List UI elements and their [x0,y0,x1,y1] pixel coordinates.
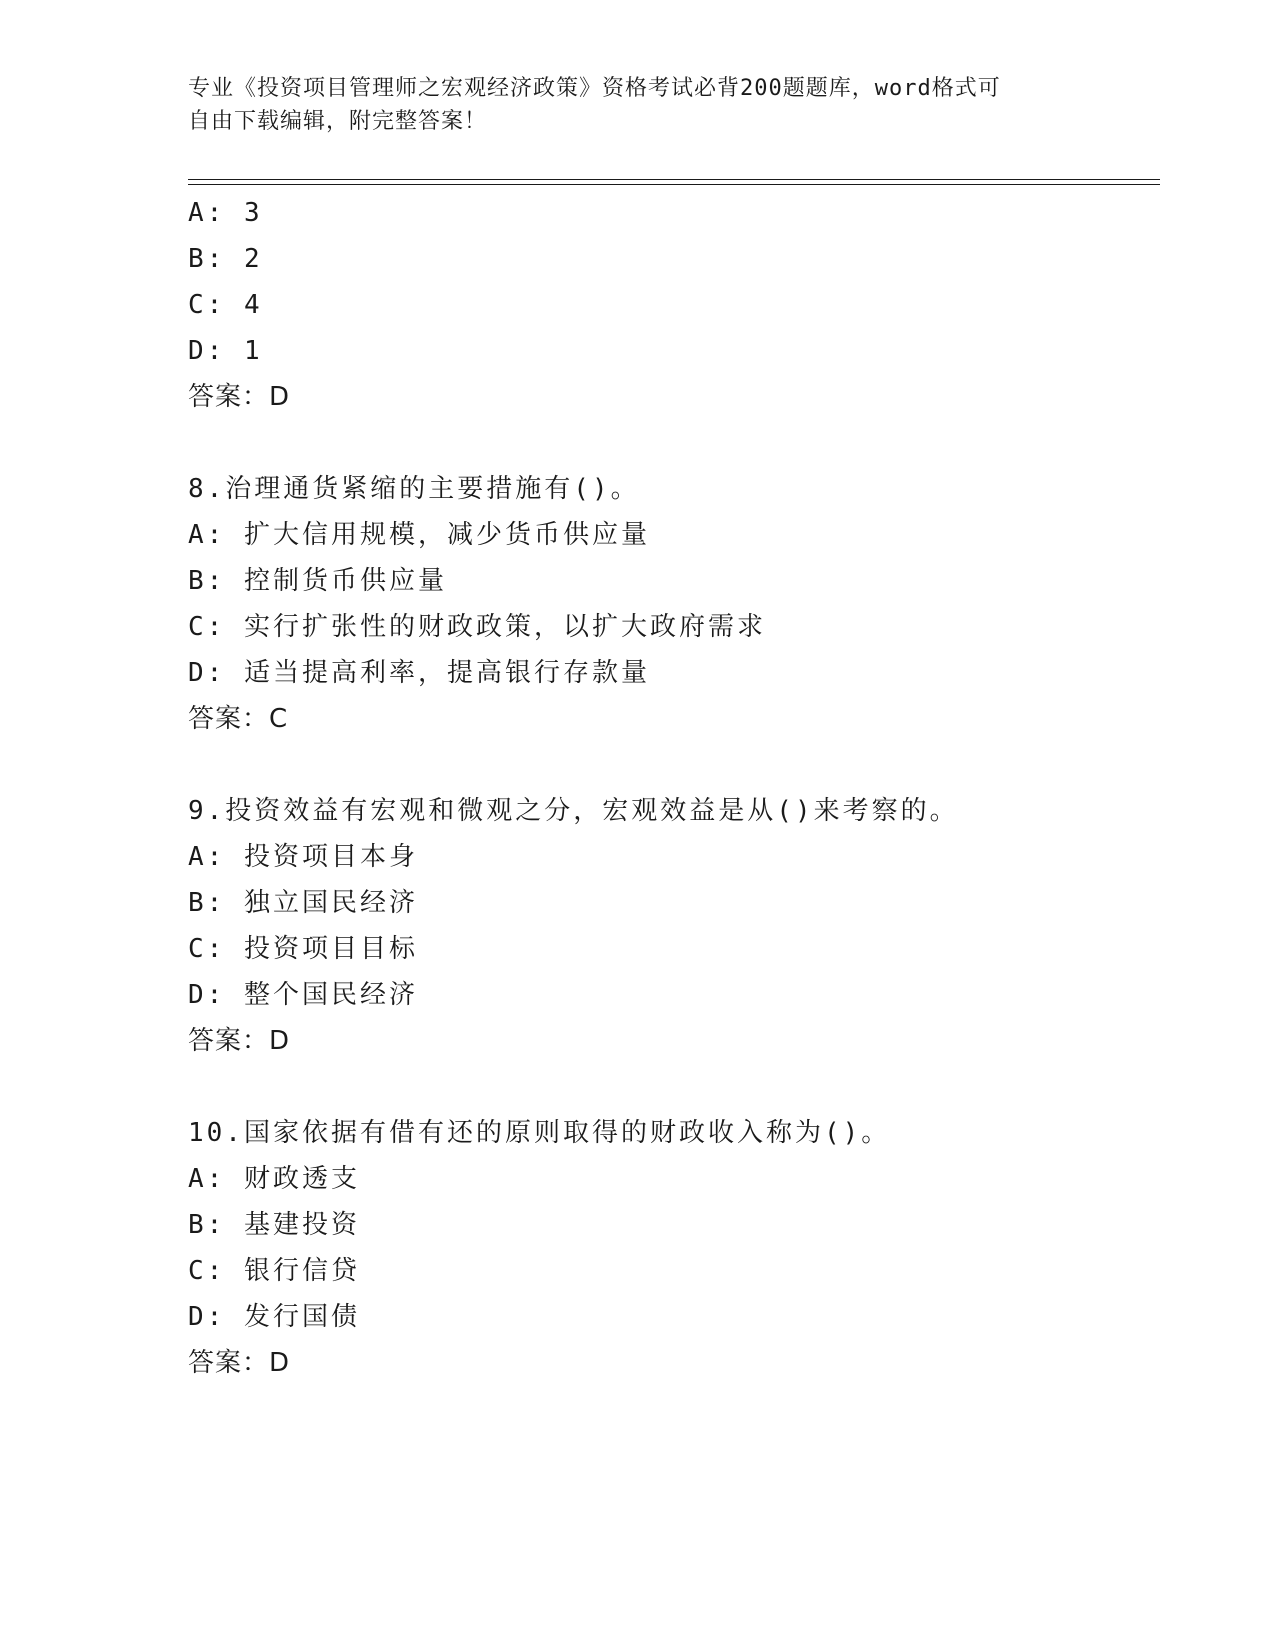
spacer [188,1064,1168,1110]
option-a: A: 扩大信用规模，减少货币供应量 [188,520,650,550]
question-content [188,190,1168,1386]
option-c: C: 4 [188,290,263,320]
option-d: D: 整个国民经济 [188,980,418,1010]
option-a: A: 财政透支 [188,1164,360,1194]
question-10 [188,1110,1168,1386]
option-b: B: 控制货币供应量 [188,566,447,596]
question-stem: 8.治理通货紧缩的主要措施有()。 [188,474,640,504]
option-b: B: 基建投资 [188,1210,360,1240]
question-stem: 9.投资效益有宏观和微观之分，宏观效益是从()来考察的。 [188,796,959,826]
option-a: A: 3 [188,198,263,228]
option-d: D: 发行国债 [188,1302,360,1332]
option-b: B: 独立国民经济 [188,888,418,918]
header-divider-top [188,179,1160,180]
header-line-2: 自由下载编辑，附完整答案！ [188,109,488,134]
option-d: D: 适当提高利率，提高银行存款量 [188,658,650,688]
document-header [188,72,1068,138]
option-c: C: 实行扩张性的财政政策，以扩大政府需求 [188,612,766,642]
question-9 [188,788,1168,1064]
question-8 [188,466,1168,742]
answer: 答案：C [188,704,289,734]
spacer [188,420,1168,466]
header-line-1: 专业《投资项目管理师之宏观经济政策》资格考试必背200题题库，word格式可 [188,76,1001,101]
question-7-tail [188,190,1168,420]
option-c: C: 投资项目目标 [188,934,418,964]
option-d: D: 1 [188,336,263,366]
answer: 答案：D [188,382,291,412]
answer: 答案：D [188,1026,291,1056]
header-divider-bottom [188,184,1160,185]
option-b: B: 2 [188,244,263,274]
option-a: A: 投资项目本身 [188,842,418,872]
question-stem: 10.国家依据有借有还的原则取得的财政收入称为()。 [188,1118,891,1148]
spacer [188,742,1168,788]
answer: 答案：D [188,1348,291,1378]
option-c: C: 银行信贷 [188,1256,360,1286]
